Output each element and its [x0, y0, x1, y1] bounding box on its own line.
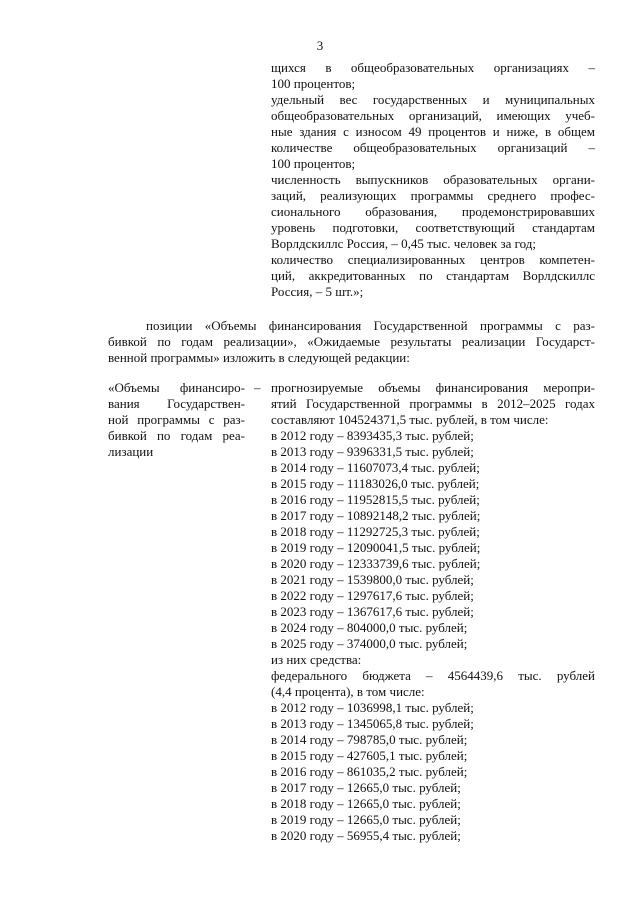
value-line: в 2017 году – 10892148,2 тыс. рублей;	[271, 508, 481, 523]
value-line: в 2015 году – 427605,1 тыс. рублей;	[271, 748, 468, 763]
top-line: численность выпускников образовательных органи-	[271, 172, 595, 187]
label-line: лизации	[108, 444, 154, 459]
value-line: (4,4 процента), в том числе:	[271, 684, 425, 699]
value-line: из них средства:	[271, 652, 362, 667]
table-dash: –	[254, 380, 261, 395]
top-line: удельный вес государственных и муниципальных	[271, 92, 595, 107]
top-line: ные здания с износом 49 процентов и ниже, в общем	[271, 124, 595, 139]
instruction-line: позиции «Объемы финансирования Государственной программы с раз-	[146, 318, 595, 333]
instruction-line: бивкой по годам реализации», «Ожидаемые результаты реализации Государст-	[108, 334, 595, 349]
top-line: ций, аккредитованных по стандартам Ворлдскиллс	[271, 268, 595, 283]
top-line: количество специализированных центров компетен-	[271, 252, 595, 267]
value-line: в 2020 году – 12333739,6 тыс. рублей;	[271, 556, 481, 571]
value-line: в 2013 году – 1345065,8 тыс. рублей;	[271, 716, 474, 731]
value-line: в 2018 году – 11292725,3 тыс. рублей;	[271, 524, 480, 539]
top-line: количестве общеобразовательных организаций –	[271, 140, 595, 155]
value-line: федерального бюджета – 4564439,6 тыс. рублей	[271, 668, 595, 683]
value-line: в 2014 году – 798785,0 тыс. рублей;	[271, 732, 468, 747]
top-line: щихся в общеобразовательных организациях –	[271, 60, 595, 75]
value-line: в 2018 году – 12665,0 тыс. рублей;	[271, 796, 461, 811]
value-line: в 2015 году – 11183026,0 тыс. рублей;	[271, 476, 480, 491]
instruction-line: венной программы» изложить в следующей редакции:	[108, 350, 410, 365]
top-line: общеобразовательных организаций, имеющих учеб-	[271, 108, 595, 123]
value-line: в 2013 году – 9396331,5 тыс. рублей;	[271, 444, 474, 459]
value-line: в 2025 году – 374000,0 тыс. рублей;	[271, 636, 468, 651]
value-line: в 2023 году – 1367617,6 тыс. рублей;	[271, 604, 474, 619]
top-line: 100 процентов;	[271, 156, 356, 171]
top-line: 100 процентов;	[271, 76, 356, 91]
label-line: вания Государствен-	[108, 396, 245, 411]
value-line: в 2020 году – 56955,4 тыс. рублей;	[271, 828, 461, 843]
value-line: составляют 104524371,5 тыс. рублей, в том числе:	[271, 412, 549, 427]
top-line: Ворлдскиллс Россия, – 0,45 тыс. человек за год;	[271, 236, 536, 251]
value-line: в 2012 году – 8393435,3 тыс. рублей;	[271, 428, 474, 443]
page-number: 3	[316, 38, 324, 53]
value-line: прогнозируемые объемы финансирования меропри-	[271, 380, 595, 395]
value-line: в 2021 году – 1539800,0 тыс. рублей;	[271, 572, 474, 587]
top-line: заций, реализующих программы среднего профес-	[271, 188, 595, 203]
top-line: уровень подготовки, соответствующий стандартам	[271, 220, 595, 235]
top-line: сионального образования, продемонстрировавших	[271, 204, 595, 219]
value-line: ятий Государственной программы в 2012–2025 годах	[271, 396, 595, 411]
value-line: в 2014 году – 11607073,4 тыс. рублей;	[271, 460, 480, 475]
value-line: в 2016 году – 11952815,5 тыс. рублей;	[271, 492, 480, 507]
value-line: в 2024 году – 804000,0 тыс. рублей;	[271, 620, 468, 635]
value-line: в 2017 году – 12665,0 тыс. рублей;	[271, 780, 461, 795]
value-line: в 2022 году – 1297617,6 тыс. рублей;	[271, 588, 474, 603]
value-line: в 2012 году – 1036998,1 тыс. рублей;	[271, 700, 474, 715]
label-line: «Объемы финансиро-	[108, 380, 245, 395]
label-line: бивкой по годам реа-	[108, 428, 245, 443]
value-line: в 2019 году – 12090041,5 тыс. рублей;	[271, 540, 481, 555]
value-line: в 2016 году – 861035,2 тыс. рублей;	[271, 764, 468, 779]
label-line: ной программы с раз-	[108, 412, 245, 427]
top-line: Россия, – 5 шт.»;	[271, 284, 364, 299]
value-line: в 2019 году – 12665,0 тыс. рублей;	[271, 812, 461, 827]
